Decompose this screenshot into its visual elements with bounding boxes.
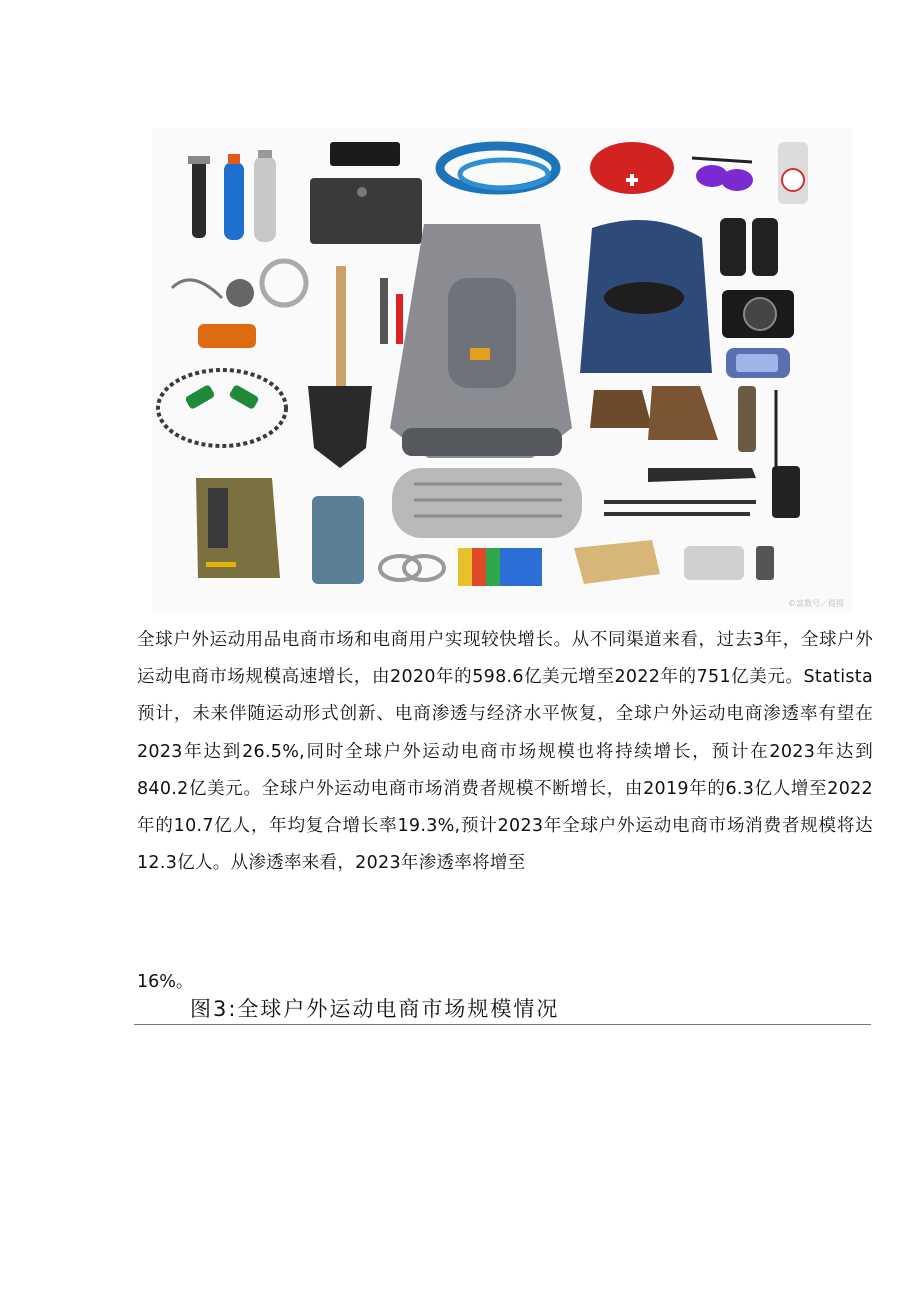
- water-bottle-icon: [224, 154, 244, 240]
- compass-icon: [778, 142, 808, 204]
- sleeping-mat-icon: [312, 496, 364, 584]
- trekking-poles-icon: [604, 502, 756, 514]
- figure-caption: 图3:全球户外运动电商市场规模情况: [190, 997, 560, 1021]
- outdoor-gear-photo: [152, 128, 852, 613]
- carabiners-icon: [380, 556, 444, 580]
- flashlight-icon: [738, 386, 756, 452]
- sleeping-bag-icon: [580, 220, 712, 373]
- pants-icon: [196, 478, 280, 578]
- steel-bottle-icon: [254, 150, 276, 242]
- chain-saw-icon: [158, 370, 286, 446]
- towels-icon: [458, 548, 542, 586]
- caption-divider: [134, 1024, 871, 1025]
- rope-icon: [440, 146, 556, 190]
- power-bank-icon: [684, 546, 744, 580]
- body-paragraph-tail: 16%。: [137, 972, 194, 992]
- gps-icon: [726, 348, 790, 378]
- solar-panel-icon: [310, 142, 422, 244]
- stove-icon: [172, 261, 306, 348]
- monopod-icon: [188, 156, 210, 238]
- binoculars-icon: [720, 218, 778, 276]
- image-watermark: ©富数号／提提: [788, 599, 844, 608]
- charger-icon: [756, 546, 774, 580]
- camera-icon: [722, 290, 794, 338]
- boots-icon: [590, 386, 718, 440]
- first-aid-kit-icon: [590, 142, 674, 194]
- knife-icon: [648, 468, 756, 482]
- waist-bag-icon: [574, 540, 660, 584]
- radio-icon: [772, 390, 800, 518]
- sunglasses-icon: [692, 158, 753, 191]
- backpack-icon: [390, 224, 572, 458]
- body-paragraph: 全球户外运动用品电商市场和电商用户实现较快增长。从不同渠道来看，过去3年，全球户外运动电商市场规模高速增长，由2020年的598.6亿美元增至2022年的751亿美元。Statista预计，未来伴随运动形式创新、电商渗透与经济水平恢复，全球户外运动电商渗透率有望在2023年达到26.5%,同时全球户外运动电商市场规模也将持续增长，预计在2023年达到840.2亿美元。全球户外运动电商市场消费者规模不断增长，由2019年的6.3亿人增至2022年的10.7亿人，年均复合增长率19.3%,预计2023年全球户外运动电商市场消费者规模将达12.3亿人。从渗透率来看，2023年渗透率将增至: [137, 630, 873, 874]
- foam-pad-icon: [392, 468, 582, 538]
- firestarter-icon: [380, 278, 403, 344]
- shovel-icon: [308, 266, 372, 468]
